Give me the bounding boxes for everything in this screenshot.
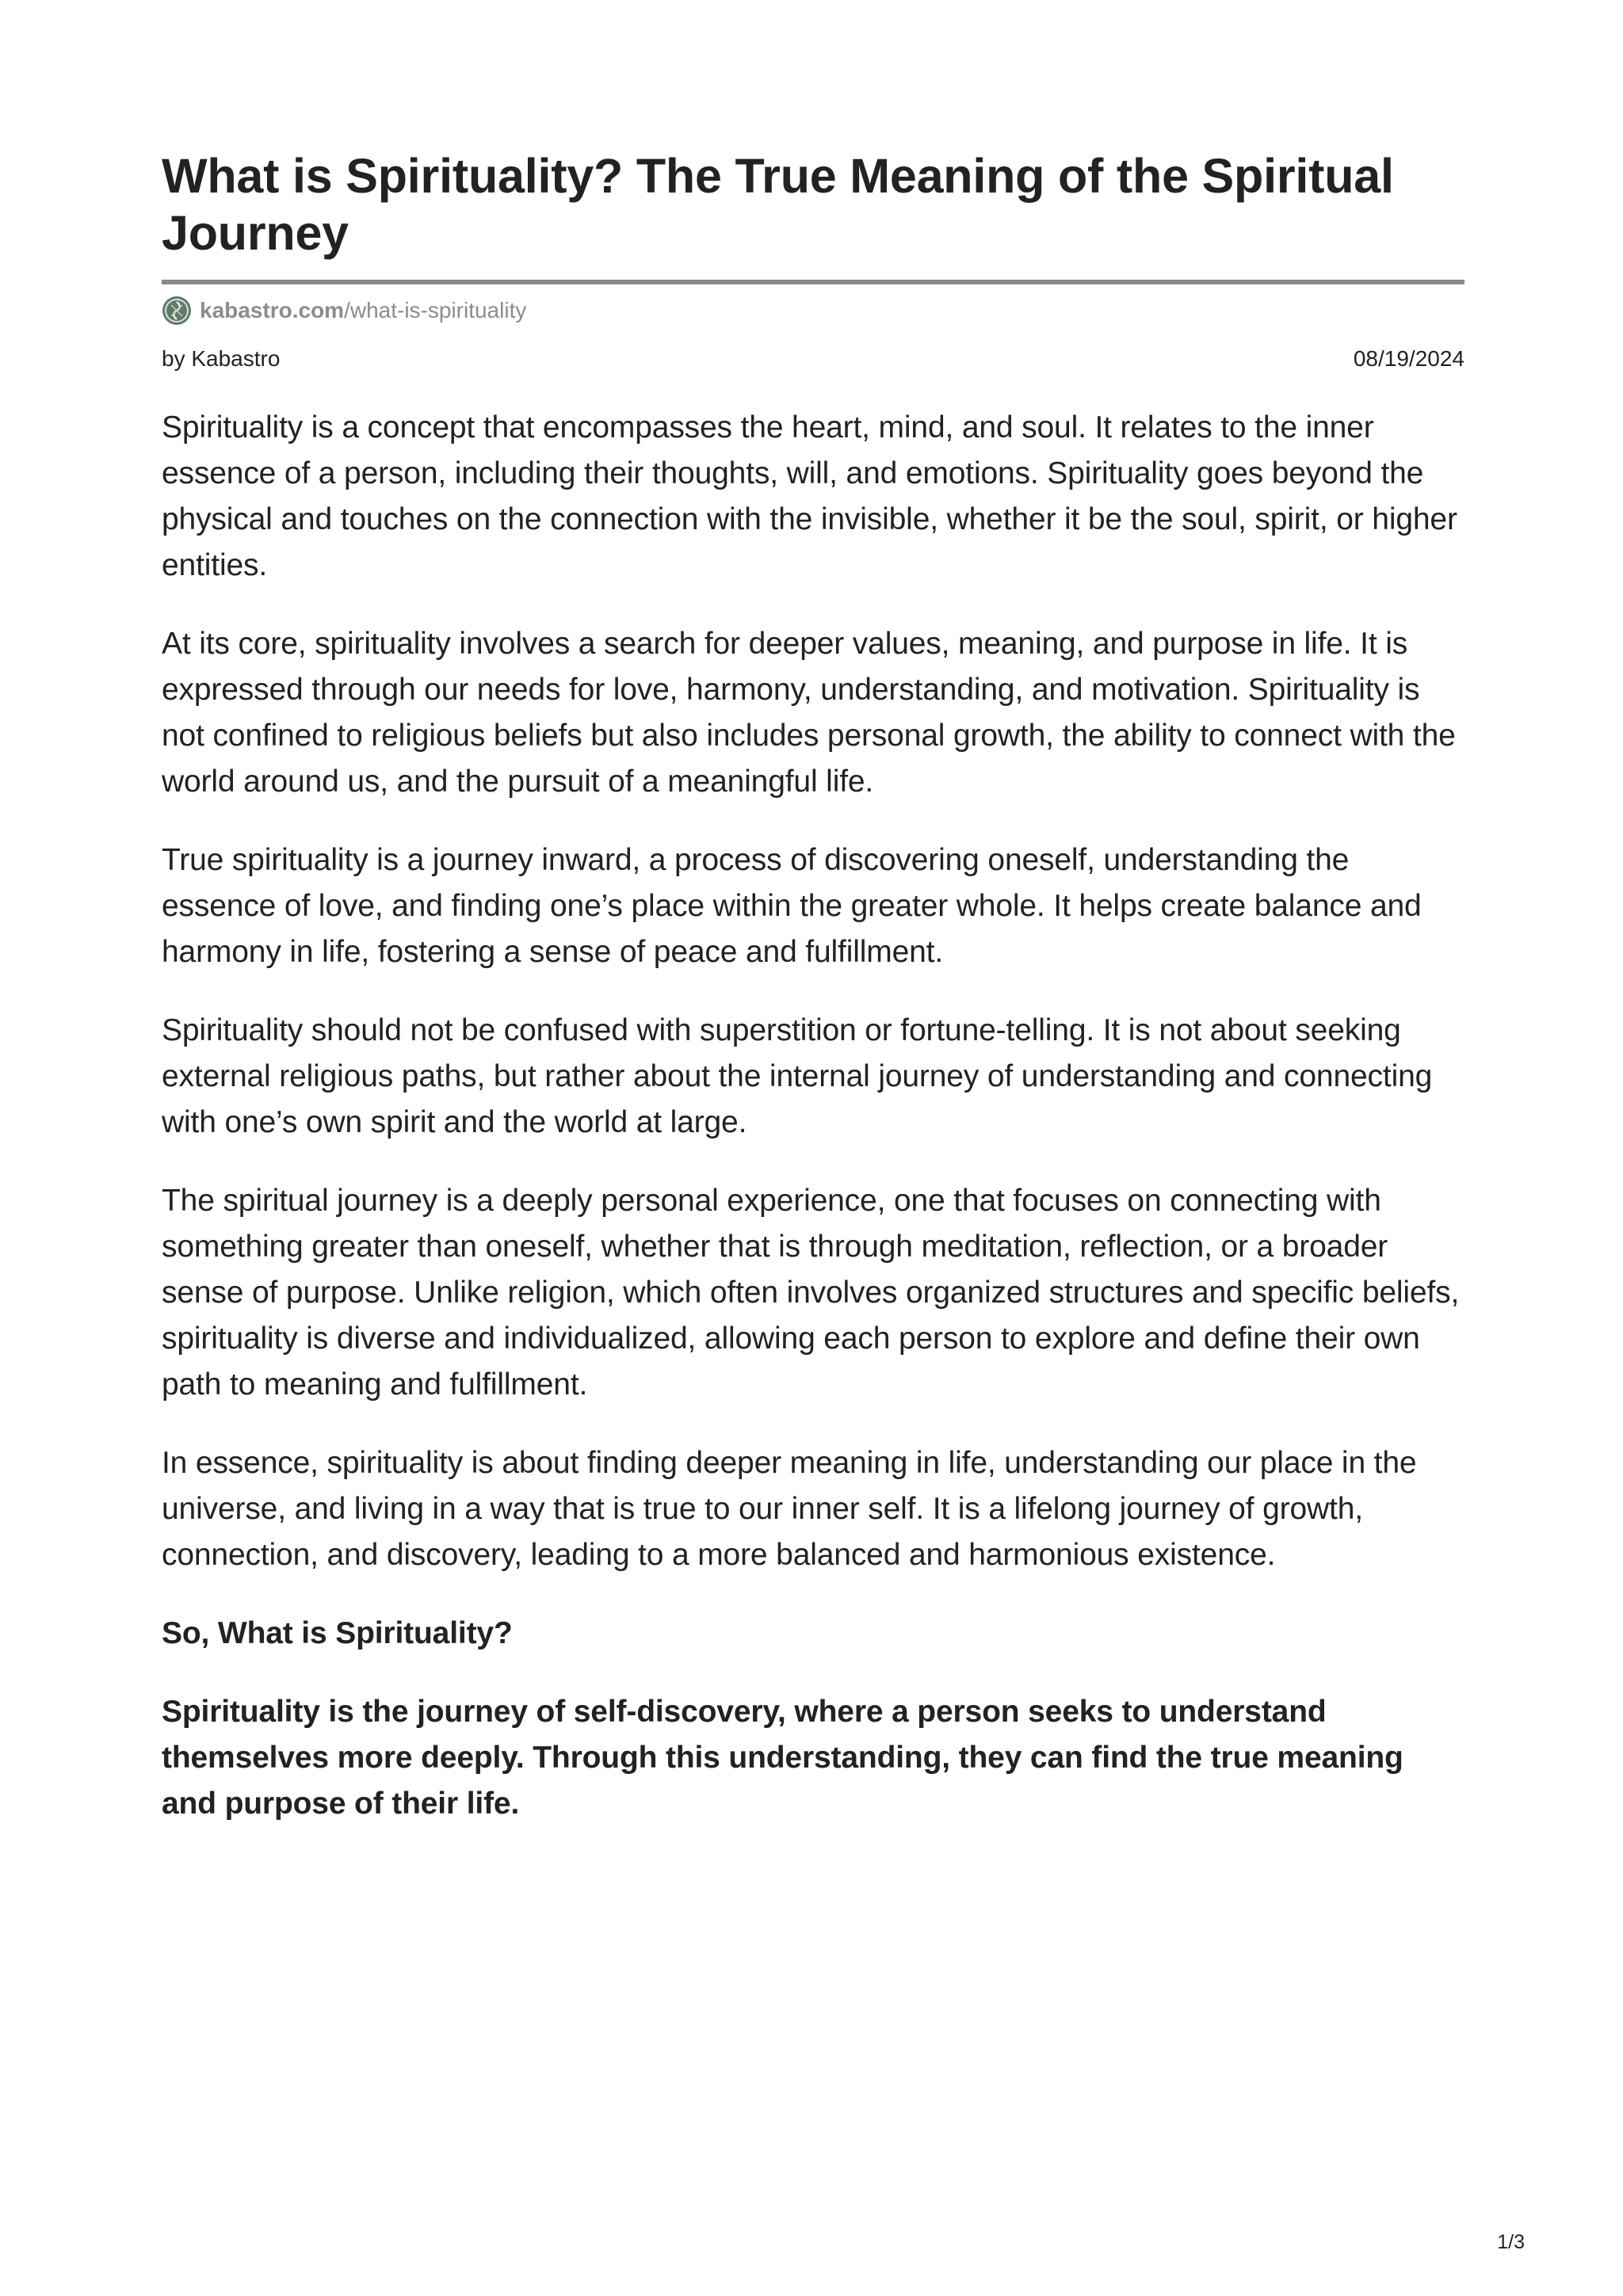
site-favicon-icon [162, 296, 192, 326]
source-link[interactable] [162, 294, 1465, 327]
conclusion-paragraph: Spirituality is the journey of self-discovery, where a person seeks to understand themselves more deeply. Through this understanding, they can find the true meaning and purpose of their life. [162, 1695, 1403, 1821]
title-divider [162, 280, 1465, 284]
paragraph: True spirituality is a journey inward, a process of discovering oneself, understanding the essence of love, and finding one’s place within the greater whole. It helps create balance and harmony in life, fostering a sense of peace and fulfillment. [162, 843, 1422, 969]
subheading: So, What is Spirituality? [162, 1616, 513, 1650]
source-domain[interactable]: kabastro.com [200, 298, 345, 322]
paragraph: Spirituality should not be confused with superstition or fortune-telling. It is not about seeking external religious paths, but rather about the internal journey of understanding and connecting with one’s own spirit and the world at large. [162, 1013, 1433, 1139]
author-byline: by Kabastro [162, 346, 281, 371]
paragraph: The spiritual journey is a deeply personal experience, one that focuses on connecting with something greater than oneself, whether that is through meditation, reflection, or a broader sense of purpose. Unlike religion, which often involves organized structures and specific beliefs, spirituality is diverse and individualized, allowing each person to explore and define their own path to meaning and fulfillment. [162, 1184, 1460, 1402]
paragraph: In essence, spirituality is about finding deeper meaning in life, understanding our place in the universe, and living in a way that is true to our inner self. It is a lifelong journey of growth, connection, and discovery, leading to a more balanced and harmonious existence. [162, 1446, 1417, 1572]
page-title: What is Spirituality? The True Meaning of the Spiritual Journey [162, 149, 1394, 260]
article-meta [162, 345, 1465, 373]
source-path[interactable]: /what-is-spirituality [344, 298, 527, 322]
article-body [162, 405, 1465, 1827]
article [162, 147, 1465, 1859]
paragraph: Spirituality is a concept that encompasses the heart, mind, and soul. It relates to the inner essence of a person, including their thoughts, will, and emotions. Spirituality goes beyond the physical and touches on the connection with the invisible, whether it be the soul, spirit, or higher entities. [162, 410, 1457, 582]
page-number: 1/3 [1497, 2231, 1525, 2253]
paragraph: At its core, spirituality involves a search for deeper values, meaning, and purpose in life. It is expressed through our needs for love, harmony, understanding, and motivation. Spirituality is not confined to religious beliefs but also includes personal growth, the ability to connect with the world around us, and the pursuit of a meaningful life. [162, 627, 1456, 799]
publish-date: 08/19/2024 [1353, 346, 1465, 371]
